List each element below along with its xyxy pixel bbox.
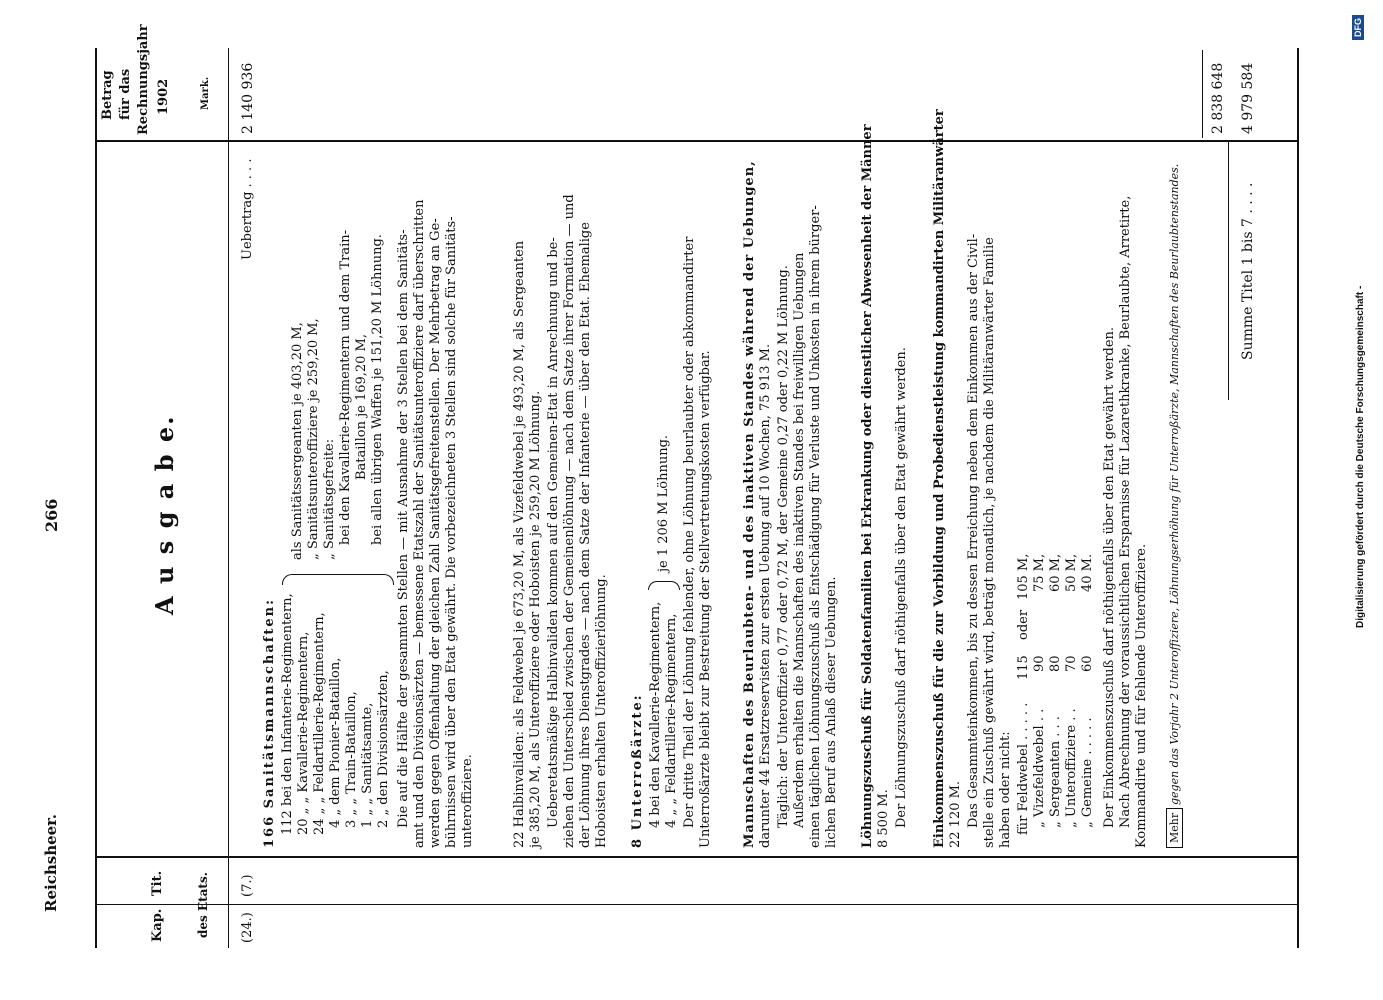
sanitaet-heading: 166 Sanitätsmannschaften: bbox=[262, 598, 277, 848]
footer-credit: Digitalisierung gefördert durch die Deutsche Forschungsgemeinschaft - bbox=[1355, 285, 1366, 628]
sanitaet-line-5: 3 „ „ Train-Bataillon, bbox=[344, 691, 359, 828]
einkommenszuschuss-line-3: Das Gesammteinkommen, bis zu dessen Erreichung neben dem Einkommen aus der Civil- bbox=[966, 233, 981, 828]
uebertrag-label: Uebertrag . . . . bbox=[240, 158, 255, 260]
unterrossaerzte-brace bbox=[648, 581, 680, 590]
halbinvaliden-line-3: Ueberetatsmäßige Halbinvaliden kommen auf den Gemeinen-Etat in Anrechnung und be- bbox=[546, 237, 561, 828]
sum-value: 4 979 584 bbox=[1240, 62, 1256, 134]
halbinvaliden-line-6: Hoboisten erhalten Unteroffizierlöhnung. bbox=[594, 574, 609, 848]
einkommen-table-label-5: „ Gemeine . . . . . bbox=[1080, 717, 1095, 828]
sanitaet-right-6: bei allen übrigen Waffen je 151,20 M Löhnung. bbox=[370, 234, 385, 545]
sanitaet-para-5: unteroffiziere. bbox=[460, 754, 475, 848]
sanitaet-line-1: 112 bei den Infanterie-Regimentern, bbox=[280, 593, 295, 835]
col-tit-header: Tit. bbox=[150, 870, 165, 896]
dfg-logo: DFG bbox=[1352, 15, 1364, 40]
einkommenszuschuss-para-3: Kommandirte und für fehlende Unteroffiziere. bbox=[1134, 543, 1149, 848]
col-betrag-line4: 1902 bbox=[156, 78, 171, 115]
unterrossaerzte-para-2: Unterroßärzte bleibt zur Bestreitung der Stellvertretungskosten verfügbar. bbox=[698, 350, 713, 848]
unterrossaerzte-heading: 8 Unterroßärzte: bbox=[630, 693, 645, 848]
einkommenszuschuss-line-1: Einkommenszuschuß für die zur Vorbildung und Probedienstleistung kommandirten Militäranwärter bbox=[932, 109, 947, 848]
uebertrag-value: 2 140 936 bbox=[240, 62, 256, 134]
kap-value: (24.) bbox=[240, 912, 255, 943]
halbinvaliden-line-2: je 385,20 M, als Unteroffiziere oder Hoboisten je 259,20 M Löhnung. bbox=[528, 390, 543, 848]
mannschaften-line-5: einen täglichen Löhnungszuschuß als Entschädigung für Verluste und Unkosten in ihrem bürger- bbox=[808, 205, 823, 848]
col-line-betrag bbox=[95, 140, 1297, 142]
sanitaet-para-3: werden gegen Offenhaltung der gleichen Zahl Sanitätsgefreitenstellen. Der Mehrbetrag an Ge- bbox=[428, 218, 443, 848]
sanitaet-right-3: „ Sanitätsgefreite: bbox=[322, 438, 337, 560]
top-rule bbox=[95, 48, 97, 948]
einkommen-table-label-2: „ Vizefeldwebel . . bbox=[1032, 708, 1047, 828]
einkommenszuschuss-line-5: haben oder nicht: bbox=[998, 731, 1013, 848]
einkommen-table-b-1: 105 M, bbox=[1016, 553, 1031, 600]
col-betrag-line3: Rechnungsjahr bbox=[136, 24, 151, 135]
sanitaet-right-4: bei den Kavallerie-Regimentern und dem Train- bbox=[338, 229, 353, 545]
einkommen-table-b-4: 50 M, bbox=[1064, 553, 1079, 592]
einkommen-table-label-1: für Feldwebel . . . . . bbox=[1016, 702, 1031, 835]
sanitaet-right-1: als Sanitätssergeanten je 403,20 M, bbox=[290, 322, 305, 560]
tit-value: (7.) bbox=[240, 874, 255, 897]
mannschaften-line-2: darunter 44 Ersatzreservisten zur ersten Uebung auf 10 Wochen, 75 913 M. bbox=[758, 343, 773, 848]
sanitaet-para-2: amt und den Divisionsärzten — bemessene Etatszahl der Sanitätsunteroffiziere darf überschritten bbox=[412, 199, 427, 848]
loehnungszuschuss-line-2: 8 500 M. bbox=[876, 789, 891, 848]
einkommen-table-a-2: 90 bbox=[1032, 655, 1047, 672]
einkommen-table-a-5: 60 bbox=[1080, 655, 1095, 672]
page-number: 266 bbox=[42, 498, 61, 532]
col-line-tit bbox=[95, 856, 1297, 858]
col-betrag-unit: Mark. bbox=[200, 76, 211, 110]
einkommen-table-b-2: 75 M, bbox=[1032, 553, 1047, 592]
subtotal-rule bbox=[1202, 50, 1203, 138]
einkommenszuschuss-line-2: 22 120 M. bbox=[948, 780, 963, 848]
einkommen-table-b-3: 60 M, bbox=[1048, 553, 1063, 592]
col-line-kap bbox=[95, 904, 1297, 905]
sanitaet-brace bbox=[282, 574, 394, 585]
mannschaften-line-4: Außerdem erhalten die Mannschaften des inaktiven Standes bei freiwilligen Uebungen bbox=[792, 252, 807, 828]
halbinvaliden-line-4: ziehen den Unterschied zwischen der Gemeinenlöhnung — nach dem Satze ihrer Formation — und bbox=[562, 194, 577, 848]
einkommen-table-label-4: „ Unteroffiziere . . bbox=[1064, 708, 1079, 828]
bottom-rule bbox=[1297, 48, 1299, 948]
sanitaet-right-5: Bataillon je 169,20 M, bbox=[354, 333, 369, 480]
col-des-etats-header: des Etats. bbox=[196, 872, 210, 938]
sanitaet-para-1: Die auf die Hälfte der gesammten Stellen — mit Ausnahme der 3 Stellen bei dem Sanitäts- bbox=[396, 229, 411, 828]
sanitaet-line-3: 24 „ „ Feldartillerie-Regimentern, bbox=[312, 612, 327, 835]
col-betrag-line1: Betrag bbox=[100, 70, 115, 120]
mannschaften-line-3: Täglich: der Unteroffizier 0,77 oder 0,72 M, der Gemeine 0,27 oder 0,22 M Löhnung. bbox=[776, 265, 791, 828]
einkommen-table-label-3: „ Sergeanten . . . bbox=[1048, 716, 1063, 828]
unterrossaerzte-line-2: 4 „ „ Feldartillerie-Regimentern, bbox=[664, 613, 679, 828]
einkommenszuschuss-line-4: stelle ein Zuschuß gewährt wird, beträgt monatlich, je nachdem die Militäranwärter Familie bbox=[982, 237, 997, 848]
col-title-header: A u s g a b e. bbox=[150, 414, 179, 615]
loehnungszuschuss-line-1: Löhnungszuschuß für Soldatenfamilien bei Erkrankung oder dienstlicher Abwesenheit der Männer bbox=[860, 124, 875, 848]
sum-label: Summe Titel 1 bis 7 . . . . bbox=[1240, 182, 1256, 360]
unterrossaerzte-right: je 1 206 M Löhnung. bbox=[656, 434, 671, 572]
einkommen-table-a-1: 115 bbox=[1016, 655, 1031, 680]
mannschaften-line-6: lichen Beruf aus Anlaß dieser Uebungen. bbox=[824, 576, 839, 848]
sanitaet-line-2: 20 „ „ Kavallerie-Regimentern, bbox=[296, 631, 311, 835]
einkommen-table-oder-1: oder bbox=[1016, 609, 1031, 640]
sanitaet-para-4: bührnissen wird über den Etat gewährt. Die vorbezeichneten 3 Stellen sind solche für Sanitäts- bbox=[444, 216, 459, 848]
einkommenszuschuss-para-2: Nach Abrechnung der voraussichtlichen Ersparnisse für Lazarethkranke, Beurlaubte, Arretirte, bbox=[1118, 195, 1133, 828]
header-rule bbox=[228, 48, 229, 948]
sanitaet-line-7: 2 „ den Divisionsärzten, bbox=[376, 670, 391, 828]
sum-rule bbox=[1228, 142, 1229, 400]
sanitaet-right-2: „ Sanitätsunteroffiziere je 259,20 M, bbox=[306, 318, 321, 560]
einkommen-table-a-3: 80 bbox=[1048, 655, 1063, 672]
footnote-boxed-mehr: Mehr bbox=[1166, 808, 1183, 848]
loehnungszuschuss-line-3: Der Löhnungszuschuß darf nöthigenfalls über den Etat gewährt werden. bbox=[894, 347, 909, 828]
sanitaet-line-6: 1 „ „ Sanitätsamte, bbox=[360, 702, 375, 828]
einkommen-table-a-4: 70 bbox=[1064, 655, 1079, 672]
sanitaet-line-4: 4 „ dem Pionier-Bataillon, bbox=[328, 657, 343, 828]
footnote-text: gegen das Vorjahr 2 Unteroffiziere, Löhnungserhöhung für Unterroßärzte, Mannschaften des Beurlaubtenstandes. bbox=[1168, 163, 1181, 805]
running-head: Reichsheer. bbox=[42, 814, 60, 912]
col-kap-header: Kap. bbox=[150, 908, 165, 942]
subtotal-value: 2 838 648 bbox=[1210, 62, 1226, 134]
mannschaften-line-1: Mannschaften des Beurlaubten- und des inaktiven Standes während der Uebungen, bbox=[742, 160, 757, 848]
unterrossaerzte-para-1: Der dritte Theil der Löhnung fehlender, ohne Löhnung beurlaubter oder abkommandirter bbox=[682, 236, 697, 828]
col-betrag-line2: für das bbox=[118, 68, 133, 120]
halbinvaliden-line-5: der Löhnung ihres Dienstgrades — nach dem Satze der Infanterie — über den Etat. Ehemalige bbox=[578, 222, 593, 848]
einkommenszuschuss-para-1: Der Einkommenszuschuß darf nöthigenfalls über den Etat gewährt werden. bbox=[1102, 326, 1117, 828]
einkommen-table-b-5: 40 M. bbox=[1080, 553, 1095, 592]
halbinvaliden-line-1: 22 Halbinvaliden: als Feldwebel je 673,20 M, als Vizefeldwebel je 493,20 M, als Sergeanten bbox=[512, 240, 527, 848]
unterrossaerzte-line-1: 4 bei den Kavallerie-Regimentern, bbox=[648, 601, 663, 828]
